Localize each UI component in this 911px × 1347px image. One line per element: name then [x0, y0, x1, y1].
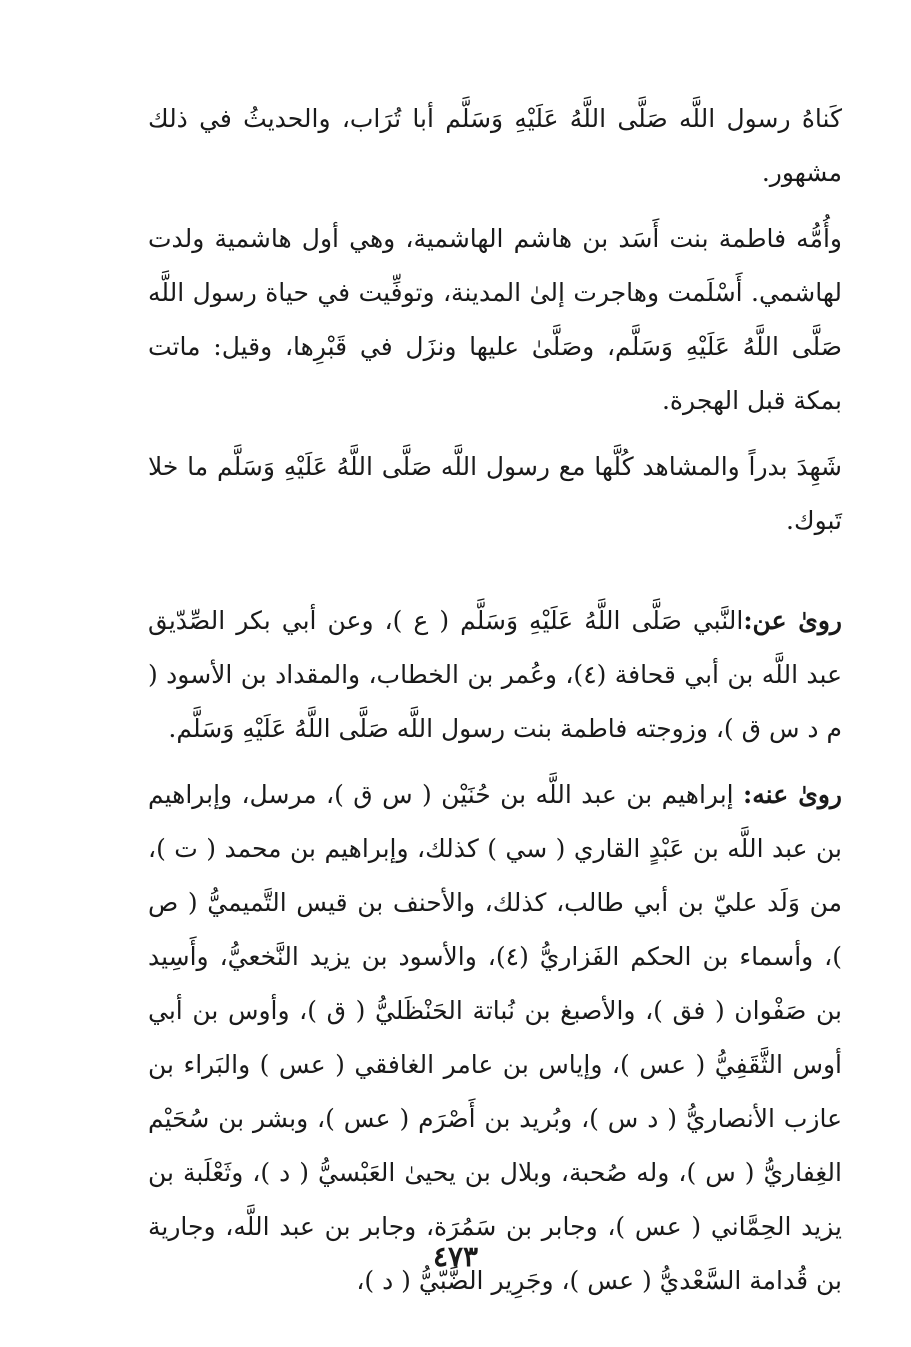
spacer: [148, 756, 842, 768]
spacer: [148, 428, 842, 440]
page-number: ٤٧٣: [432, 1240, 479, 1273]
paragraph-battles: شَهِدَ بدراً والمشاهد كُلَّها مع رسول اللَّه صَلَّى اللَّهُ عَلَيْهِ وَسَلَّم ما خلا تَبوك.: [148, 452, 842, 535]
paragraph-kunya: كَناهُ رسول اللَّه صَلَّى اللَّهُ عَلَيْهِ وَسَلَّم أبا تُرَاب، والحديثُ في ذلك مشهور.: [148, 104, 842, 187]
narrators-text: إبراهيم بن عبد اللَّه بن حُنَيْن ( س ق )، مرسل، وإبراهيم بن عبد اللَّه بن عَبْدٍ القاري ( سي ) كذلك، وإبراهيم بن محمد ( ت )، من وَلَد عليّ بن أبي طالب، كذلك، والأحنف بن قيس التَّميميُّ ( ص )، وأسماء بن الحكم الفَزاريُّ (٤)، والأسود بن يزيد النَّخعيُّ، وأَسِيد بن صَفْوان ( فق )، والأصبغ بن نُباتة الحَنْظَليُّ ( ق )، وأوس بن أبي أوس الثَّقَفِيُّ ( عس )، وإياس بن عامر الغافقي ( عس ) والبَراء بن عازب الأنصاريُّ ( د س )، وبُريد بن أَصْرَم ( عس )، وبشر بن سُحَيْم الغِفاريُّ ( س )، وله صُحبة، وبلال بن يحيىٰ العَبْسيُّ ( د )، وثَعْلَبة بن يزيد الحِمَّاني ( عس )، وجابر بن سَمُرَة، وجابر بن عبد اللَّه، وجارية بن قُدامة السَّعْديُّ ( عس )، وجَرِير الضَّبّيُّ ( د )،: [148, 780, 843, 1295]
spacer: [148, 200, 842, 212]
spacer: [148, 548, 842, 594]
paragraph-mother: وأُمُّه فاطمة بنت أَسَد بن هاشم الهاشمية، وهي أول هاشمية ولدت لهاشمي. أَسْلَمت وهاجرت إلىٰ المدينة، وتوفِّيت في حياة رسول اللَّه صَلَّى اللَّهُ عَلَيْهِ وَسَلَّم، وصَلَّىٰ عليها ونزَل في قَبْرِها، وقيل: ماتت بمكة قبل الهجرة.: [148, 224, 842, 415]
section-label-narrated-from: روىٰ عن:: [743, 606, 842, 635]
section-label-narrators: روىٰ عنه:: [743, 780, 842, 809]
paragraph-narrated-from: [148, 594, 842, 756]
paragraph-narrators: [148, 768, 842, 1308]
page-body: [148, 92, 842, 1308]
narrated-from-text: النَّبي صَلَّى اللَّهُ عَلَيْهِ وَسَلَّم ( ع )، وعن أبي بكر الصِّدّيق عبد اللَّه بن أبي قحافة (٤)، وعُمر بن الخطاب، والمقداد بن الأسود ( م د س ق )، وزوجته فاطمة بنت رسول اللَّه صَلَّى اللَّهُ عَلَيْهِ وَسَلَّم.: [148, 606, 843, 743]
